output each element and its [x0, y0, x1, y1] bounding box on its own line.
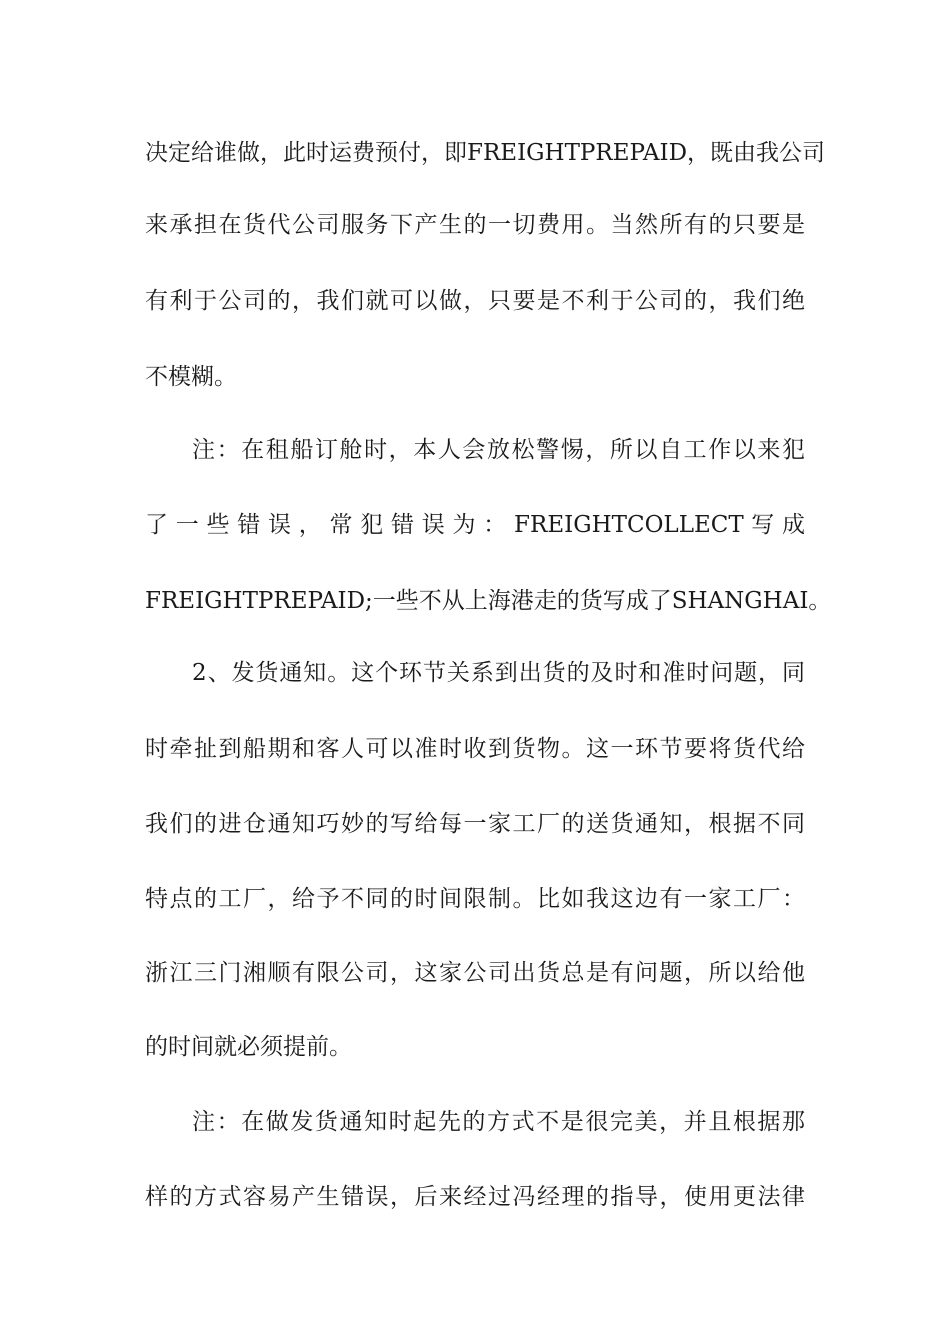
- text-line-4: 不模糊。: [145, 364, 237, 390]
- note-line-1: 注：在租船订舱时，本人会放松警惕，所以自工作以来犯: [192, 437, 805, 463]
- section-line-5: 浙江三门湘顺有限公司，这家公司出货总是有问题，所以给他: [145, 960, 805, 986]
- note-line-3: FREIGHTPREPAID;一些不从上海港走的货写成了SHANGHAI。: [145, 588, 832, 614]
- section-line-6: 的时间就必须提前。: [145, 1034, 352, 1060]
- text-line-2: 来承担在货代公司服务下产生的一切费用。当然所有的只要是: [145, 212, 805, 238]
- text-line-1: 决定给谁做，此时运费预付，即FREIGHTPREPAID，既由我公司: [145, 140, 826, 166]
- note2-line-1: 注：在做发货通知时起先的方式不是很完美，并且根据那: [192, 1109, 805, 1135]
- section-line-2: 时牵扯到船期和客人可以准时收到货物。这一环节要将货代给: [145, 736, 805, 762]
- section-line-3: 我们的进仓通知巧妙的写给每一家工厂的送货通知，根据不同: [145, 811, 805, 837]
- note2-line-2: 样的方式容易产生错误，后来经过冯经理的指导，使用更法律: [145, 1184, 805, 1210]
- note-line-2: 了 一 些 错 误 ， 常 犯 错 误 为 ： FREIGHTCOLLECT 写 成: [145, 512, 805, 538]
- section-line-4: 特点的工厂，给予不同的时间限制。比如我这边有一家工厂：: [145, 886, 805, 912]
- text-line-3: 有利于公司的，我们就可以做，只要是不利于公司的，我们绝: [145, 288, 805, 314]
- section-line-1: 2、发货通知。这个环节关系到出货的及时和准时问题，同: [192, 660, 805, 686]
